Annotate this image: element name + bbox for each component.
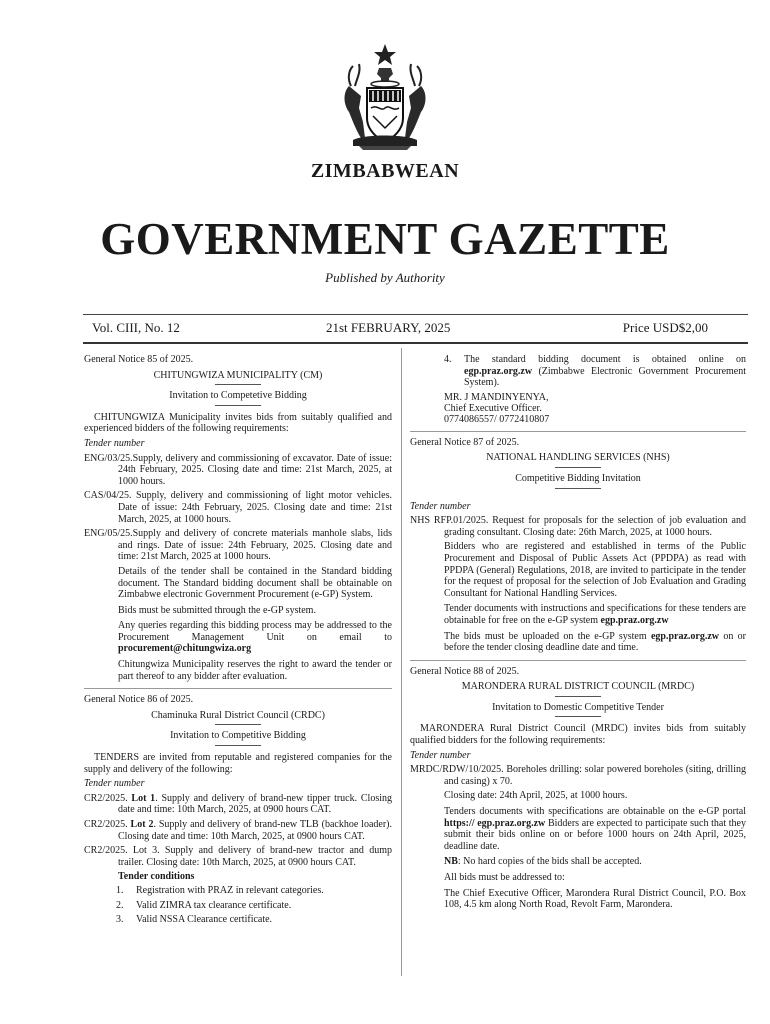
condition-item (84, 914, 392, 926)
text-part: The bids must be uploaded on the e-GP system (444, 630, 647, 642)
queries-note (84, 620, 392, 655)
queries-text: Any queries regarding this bidding process may be addressed to the Procurement Management Unit on email to (118, 620, 392, 643)
text-part: : No hard copies of the bids shall be accepted. (457, 856, 642, 868)
notice-separator (84, 688, 392, 689)
text-part: Bidders are expected to participate such that they submit their bids online on or before 1000 hours on 24th April, 2025, deadline date. (444, 817, 746, 852)
tender-item: ENG/03/25.Supply, delivery and commissioning of excavator. Date of issue: 24th February, 2025. Closing date and time: 21st March, 2025, at 1000 hours. (84, 452, 392, 487)
notice-type: Invitation to Competetive Bidding (169, 390, 307, 402)
column-divider (401, 348, 402, 976)
condition-number: 4. (444, 354, 452, 365)
left-column (84, 354, 392, 929)
address-intro: All bids must be addressed to: (444, 872, 565, 883)
notice-separator (410, 660, 746, 661)
right-column (410, 354, 746, 915)
notice-heading: General Notice 87 of 2025. (410, 436, 520, 448)
tender-item: NHS RFP.01/2025. Request for proposals for the selection of job evaluation and grading consultant. Closing date: 26th March, 2025, at 1000 hours. (410, 515, 746, 538)
text-part: The standard bidding document is obtained online on (464, 354, 746, 365)
notice-org: CHITUNGWIZA MUNICIPALITY (CM) (153, 369, 323, 381)
tender-number-label: Tender number (84, 778, 145, 790)
portal-note (410, 806, 746, 852)
notice-type: Competitive Bidding Invitation (515, 472, 641, 484)
notice-intro: MARONDERA Rural District Council (MRDC) invites bids from suitably qualified bidders for the following requirements: (410, 723, 746, 747)
general-notice-87 (410, 437, 746, 654)
egp-link[interactable]: egp.praz.org.zw (464, 365, 533, 377)
signatory-phone: 0774086557/ 0772410807 (444, 413, 550, 425)
text-part: (Zimbabwe Electronic Government Procurement System). (464, 365, 746, 389)
signatory-name: MR. J MANDINYENYA, (444, 391, 549, 403)
condition-number: 1. (116, 884, 124, 896)
notice-heading: General Notice 88 of 2025. (410, 665, 520, 677)
short-divider (555, 716, 601, 717)
text-part: Tenders documents with specifications are obtainable on the e-GP portal (444, 806, 746, 818)
submission-note: Bids must be submitted through the e-GP system. (118, 604, 316, 616)
notice-heading: General Notice 85 of 2025. (84, 354, 194, 365)
notice-type: Invitation to Domestic Competitive Tender (492, 701, 664, 713)
masthead-title: GOVERNMENT GAZETTE (100, 214, 670, 264)
short-divider (555, 467, 601, 468)
short-divider (555, 488, 601, 489)
notice-org: NATIONAL HANDLING SERVICES (NHS) (486, 452, 670, 464)
notice-type: Invitation to Competitive Bidding (170, 730, 306, 742)
tender-item: CAS/04/25. Supply, delivery and commissioning of light motor vehicles. Date of issue: 24th February, 2025. Closing date and time: 21st March, 2025, at 1000 hours. (84, 490, 392, 525)
general-notice-88 (410, 666, 746, 911)
tender-item: MRDC/RDW/10/2025. Boreholes drilling: solar powered boreholes (siting, drilling and casing) x 70. (410, 764, 746, 787)
notice-intro: CHITUNGWIZA Municipality invites bids from suitably qualified and experienced bidders of the following requirements: (84, 411, 392, 435)
tender-details: Details of the tender shall be contained in the Standard bidding document. The Standard bidding document shall be obtainable on Zimbabwe electronic Government Procurement (e-GP) System. (118, 565, 392, 601)
documents-note (410, 603, 746, 626)
reservation-note: Chitungwiza Municipality reserves the right to award the tender or part thereof to any bidder after evaluation. (118, 659, 392, 682)
notice-org: MARONDERA RURAL DISTRICT COUNCIL (MRDC) (461, 681, 695, 693)
general-notice-86 (84, 694, 392, 926)
tender-item (84, 819, 392, 842)
lot-label: Lot 1 (131, 792, 156, 804)
upload-note (410, 631, 746, 654)
short-divider (555, 696, 601, 697)
closing-date: Closing date: 24th April, 2025, at 1000 hours. (444, 790, 628, 802)
short-divider (215, 724, 261, 725)
condition-text: Valid ZIMRA tax clearance certificate. (136, 899, 292, 911)
text-part: on or before the tender closing deadline date and time. (444, 630, 747, 654)
issue-price: Price USD$2,00 (622, 320, 708, 335)
issue-volume: Vol. CIII, No. 12 (92, 320, 180, 335)
nb-note (410, 856, 746, 868)
procurement-email-link[interactable]: procurement@chitungwiza.org (118, 643, 252, 655)
notice-intro: TENDERS are invited from reputable and registered companies for the supply and delivery of the following: (84, 752, 392, 775)
header-bottom-rule (83, 342, 748, 344)
masthead-authority: Published by Authority (325, 270, 445, 285)
text-part: Tender documents with instructions and specifications for these tenders are obtainable for free on the e-GP system (444, 603, 746, 626)
notice-org: Chaminuka Rural District Council (CRDC) (151, 709, 325, 721)
tender-item (84, 793, 392, 816)
egp-portal-link[interactable]: https:// egp.praz.org.zw (444, 817, 546, 829)
tender-number-label: Tender number (84, 437, 145, 449)
lot-description: . Supply and delivery of brand-new TLB (backhoe loader). Closing date and time: 10th March, 2025, at 0900 hours CAT. (118, 819, 392, 842)
tender-number-label: Tender number (410, 749, 471, 761)
eligibility-note: Bidders who are registered and established in terms of the Public Procurement and Disposal of Public Assets Act (PPDPA) as read with PPDPA (General) Regulations, 2018, are invited to participate in the tender for the request of proposal for the selection of Job Evaluation and Grading Consultant for National Handling Services. (444, 541, 746, 599)
header-top-rule (83, 314, 748, 315)
condition-text: Registration with PRAZ in relevant categories. (136, 884, 324, 896)
short-divider (215, 405, 261, 406)
tender-item: CR2/2025. Lot 3. Supply and delivery of brand-new tractor and dump trailer. Closing date: 10th March, 2025, at 0900 hours CAT. (84, 845, 392, 868)
condition-item (410, 354, 746, 389)
condition-number: 3. (116, 914, 124, 926)
egp-link[interactable]: egp.praz.org.zw (650, 630, 719, 642)
condition-number: 2. (116, 899, 124, 911)
signatory-title: Chief Executive Officer. (444, 402, 542, 414)
short-divider (215, 745, 261, 746)
general-notice-85-continued (410, 354, 746, 425)
lot-number: CR2/2025. (84, 792, 128, 804)
notice-heading: General Notice 86 of 2025. (84, 694, 194, 706)
condition-text: Valid NSSA Clearance certificate. (136, 914, 273, 926)
short-divider (215, 384, 261, 385)
notice-separator (410, 431, 746, 432)
condition-item (84, 885, 392, 897)
conditions-label: Tender conditions (118, 871, 195, 883)
condition-item (84, 900, 392, 912)
tender-number-label: Tender number (410, 500, 471, 512)
zimbabwe-coat-of-arms-icon (335, 42, 435, 152)
address: The Chief Executive Officer, Marondera Rural District Council, P.O. Box 108, 4.5 km along North Road, Revolt Farm, Marondera. (444, 887, 746, 911)
tender-item: ENG/05/25.Supply and delivery of concrete materials manhole slabs, lids and rings. Date of issue: 24th February, 2025. Closing date and time: 21st March, 2025 at 1000 hours. (84, 528, 392, 563)
general-notice-85 (84, 354, 392, 682)
egp-link[interactable]: egp.praz.org.zw (600, 614, 669, 626)
condition-text (464, 354, 746, 389)
signature-block (410, 392, 746, 425)
lot-label: Lot 2 (130, 819, 154, 830)
lot-description: . Supply and delivery of brand-new tipper truck. Closing date and time: 10th March, 2025, at 0900 hours CAT. (118, 792, 393, 816)
issue-date: 21st FEBRUARY, 2025 (326, 320, 451, 335)
lot-number: CR2/2025. (84, 819, 128, 830)
masthead-subtitle: ZIMBABWEAN (310, 160, 460, 182)
nb-label: NB (444, 856, 458, 868)
